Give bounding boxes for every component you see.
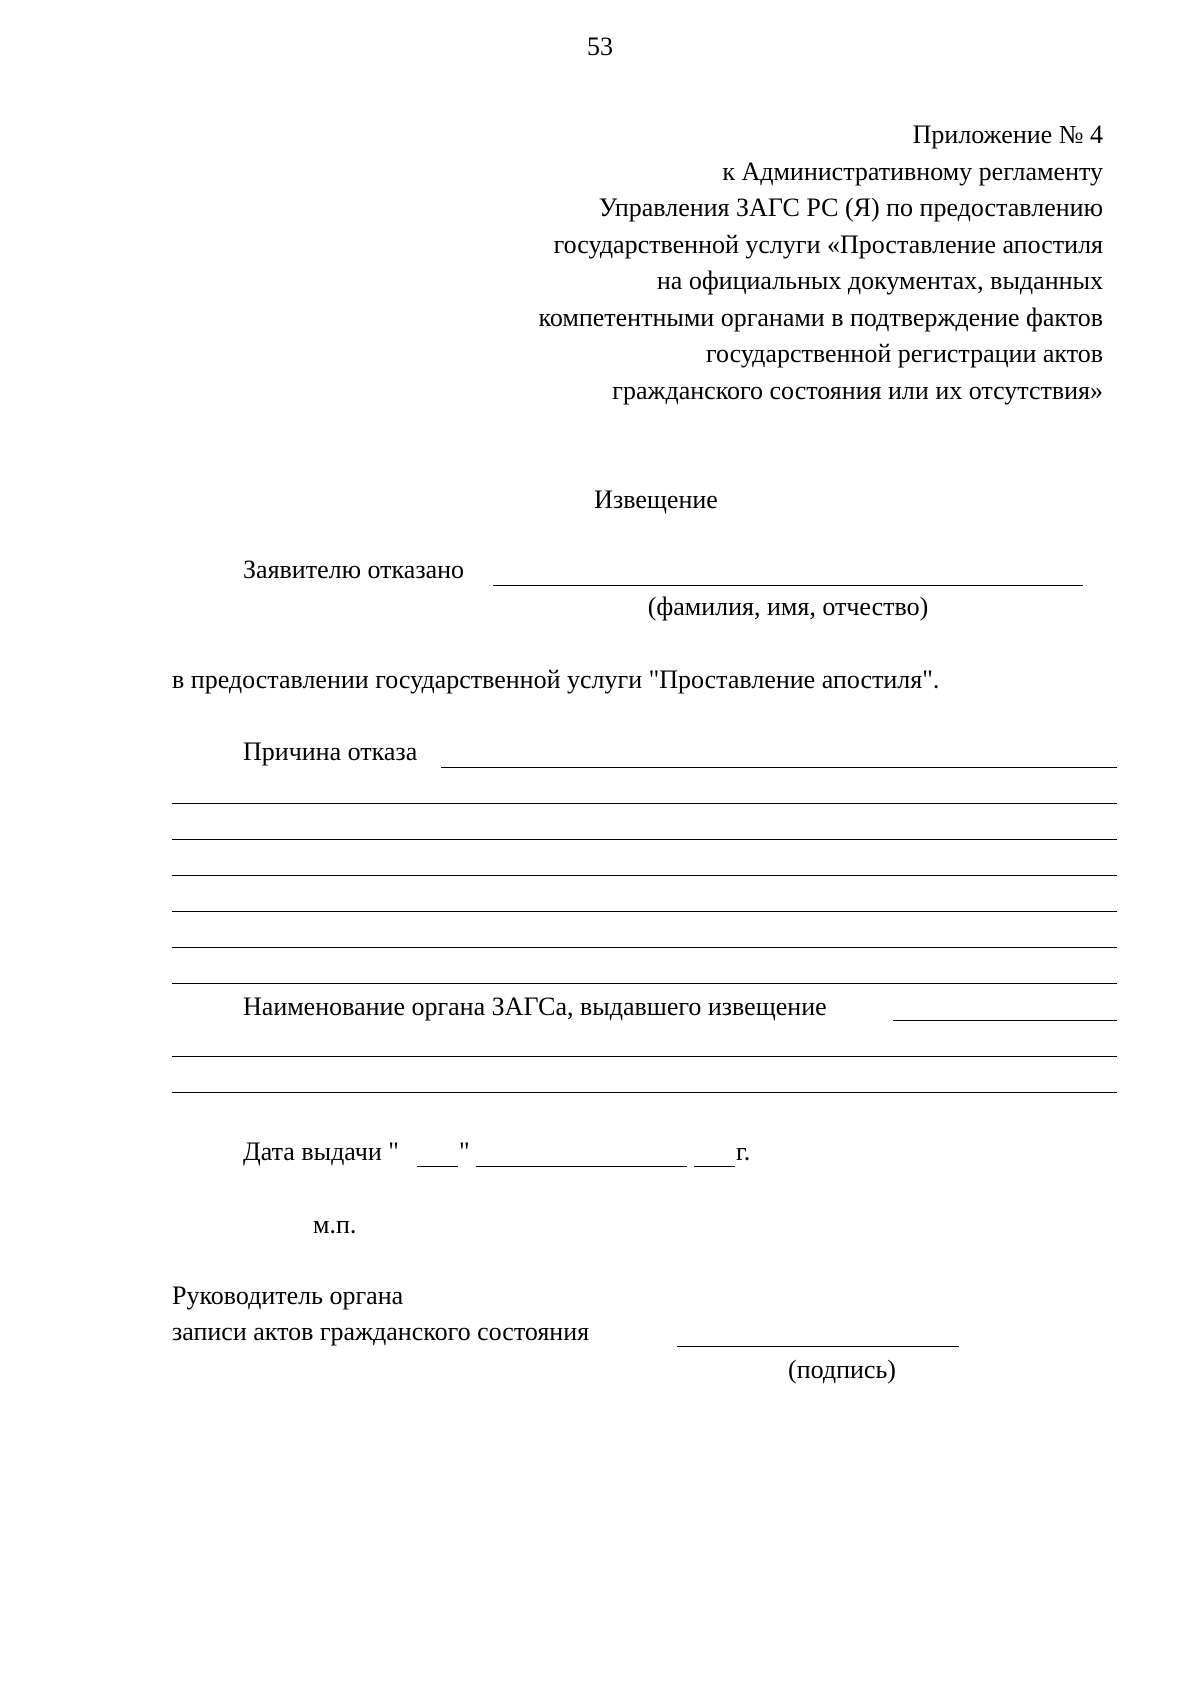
- reason-line[interactable]: [172, 875, 1117, 876]
- service-text: в предоставлении государственной услуги "Проставление апостиля".: [172, 665, 940, 694]
- stamp-mark: м.п.: [313, 1210, 357, 1239]
- issue-date-label: Дата выдачи ": [243, 1137, 399, 1166]
- applicant-label: Заявителю отказано: [243, 555, 465, 584]
- page-number: 53: [587, 32, 613, 61]
- head-title-line: Руководитель органа: [172, 1281, 404, 1310]
- reason-line[interactable]: [172, 947, 1117, 948]
- appendix-header: [539, 117, 1103, 409]
- appendix-header-line: на официальных документах, выданных: [656, 266, 1103, 295]
- appendix-header-line: Управления ЗАГС РС (Я) по предоставлению: [598, 193, 1103, 222]
- reason-line[interactable]: [172, 911, 1117, 912]
- head-title-line: записи актов гражданского состояния: [172, 1317, 590, 1346]
- appendix-header-line: гражданского состояния или их отсутствия»: [612, 375, 1103, 405]
- reason-line[interactable]: [441, 767, 1117, 768]
- issue-month-line[interactable]: [476, 1166, 687, 1167]
- reason-line[interactable]: [172, 803, 1117, 804]
- applicant-caption: (фамилия, имя, отчество): [647, 592, 929, 621]
- appendix-header-line: государственной услуги «Проставление апостиля: [553, 229, 1103, 259]
- document-title: Извещение: [594, 485, 718, 514]
- issue-day-line[interactable]: [417, 1166, 458, 1167]
- appendix-header-line: компетентными органами в подтверждение фактов: [538, 302, 1103, 332]
- reason-label: Причина отказа: [243, 737, 418, 766]
- appendix-header-line: государственной регистрации актов: [705, 339, 1103, 368]
- organ-line[interactable]: [893, 1020, 1117, 1021]
- appendix-header-line: к Административному регламенту: [722, 156, 1103, 186]
- signature-line[interactable]: [677, 1346, 959, 1347]
- applicant-name-line[interactable]: [493, 585, 1083, 586]
- appendix-header-line: Приложение № 4: [912, 120, 1103, 149]
- organ-label: Наименование органа ЗАГСа, выдавшего извещение: [243, 992, 827, 1021]
- issue-year-suffix: г.: [736, 1137, 751, 1166]
- reason-line[interactable]: [172, 983, 1117, 984]
- organ-line[interactable]: [172, 1056, 1117, 1057]
- issue-date-quote: ": [459, 1137, 470, 1166]
- signature-caption: (подпись): [788, 1355, 896, 1384]
- organ-line[interactable]: [172, 1092, 1117, 1093]
- reason-line[interactable]: [172, 839, 1117, 840]
- issue-year-line[interactable]: [694, 1166, 735, 1167]
